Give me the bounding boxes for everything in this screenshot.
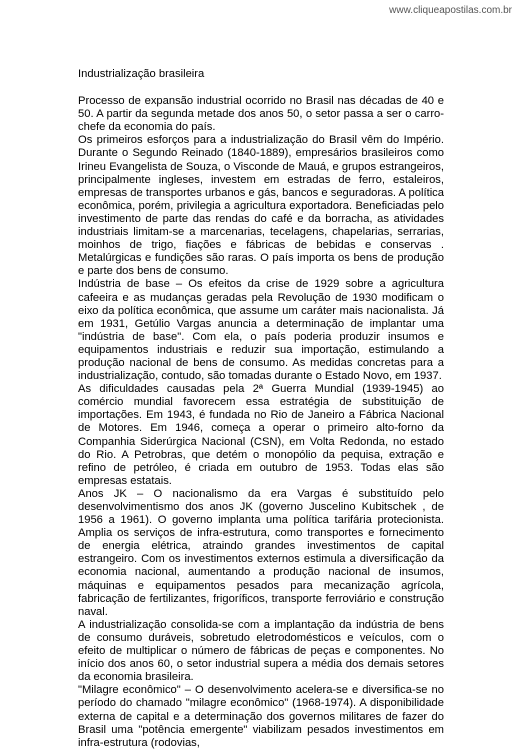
site-url-header[interactable]: www.cliqueapostilas.com.br (389, 5, 512, 16)
document-title: Industrialização brasileira (78, 68, 205, 80)
paragraph-milagre-economico: "Milagre econômico" – O desenvolvimento acelera-se e diversifica-se no período do chamado "milagre econômico" (1968-1974). A disponibilidade externa de capital e a determinação dos governos militares de fazer do Brasil uma "potência emergente" viabilizam pesados investimentos em infra-estrutura (rodovias, (78, 684, 444, 749)
paragraph-imperio: Os primeiros esforços para a industrialização do Brasil vêm do Império. Durante o Segundo Reinado (1840-1889), empresários brasileiros como Irineu Evangelista de Souza, o Visconde de Mauá, e grupos estrangeiros, principalmente ingleses, investem em estradas de ferro, estaleiros, empresas de transportes urbanos e gás, bancos e seguradoras. A política econômica, porém, privilegia a agricultura exportadora. Beneficiadas pelo investimento de parte das rendas do café e da borracha, as atividades industriais limitam-se a marcenarias, tecelagens, chapelarias, serrarias, moinhos de trigo, fiações e fábricas de bebidas e conservas . Metalúrgicas e fundições são raras. O país importa os bens de produção e parte dos bens de consumo. (78, 134, 444, 278)
document-page (78, 68, 444, 750)
paragraph-consolidacao: A industrialização consolida-se com a implantação da indústria de bens de consumo duráveis, sobretudo eletrodomésticos e veículos, com o efeito de multiplicar o número de fábricas de peças e componentes. No início dos anos 60, o setor industrial supera a média dos demais setores da economia brasileira. (78, 618, 444, 684)
paragraph-anos-jk: Anos JK – O nacionalismo da era Vargas é substituído pelo desenvolvimentismo dos anos JK (governo Juscelino Kubitschek , de 1956 a 1961). O governo implanta uma política tarifária protecionista. Amplia os serviços de infra-estrutura, como transportes e fornecimento de energia elétrica, atraindo grandes investimentos de capital estrangeiro. Com os investimentos externos estimula a diversificação da economia nacional, aumentando a produção nacional de insumos, máquinas e equipamentos pesados para mecanização agrícola, fabricação de fertilizantes, frigoríficos, transporte ferroviário e construção naval. (78, 487, 444, 618)
paragraph-segunda-guerra: As dificuldades causadas pela 2ª Guerra Mundial (1939-1945) ao comércio mundial favorecem essa estratégia de substituição de importações. Em 1943, é fundada no Rio de Janeiro a Fábrica Nacional de Motores. Em 1946, começa a operar o primeiro alto-forno da Companhia Siderúrgica Nacional (CSN), em Volta Redonda, no estado do Rio. A Petrobras, que detém o monopólio da pequisa, extração e refino de petróleo, é criada em outubro de 1953. Todas elas são empresas estatais. (78, 383, 444, 487)
paragraph-industria-de-base: Indústria de base – Os efeitos da crise de 1929 sobre a agricultura cafeeira e as mudanças geradas pela Revolução de 1930 modificam o eixo da política econômica, que assume um caráter mais nacionalista. Já em 1931, Getúlio Vargas anuncia a determinação de implantar uma "indústria de base". Com ela, o país poderia produzir insumos e equipamentos industriais e reduzir sua importação, estimulando a produção nacional de bens de consumo. As medidas concretas para a industrialização, contudo, são tomadas durante o Estado Novo, em 1937. (78, 278, 444, 383)
paragraph-intro: Processo de expansão industrial ocorrido no Brasil nas décadas de 40 e 50. A partir da segunda metade dos anos 50, o setor passa a ser o carro-chefe da economia do país. (78, 95, 444, 134)
